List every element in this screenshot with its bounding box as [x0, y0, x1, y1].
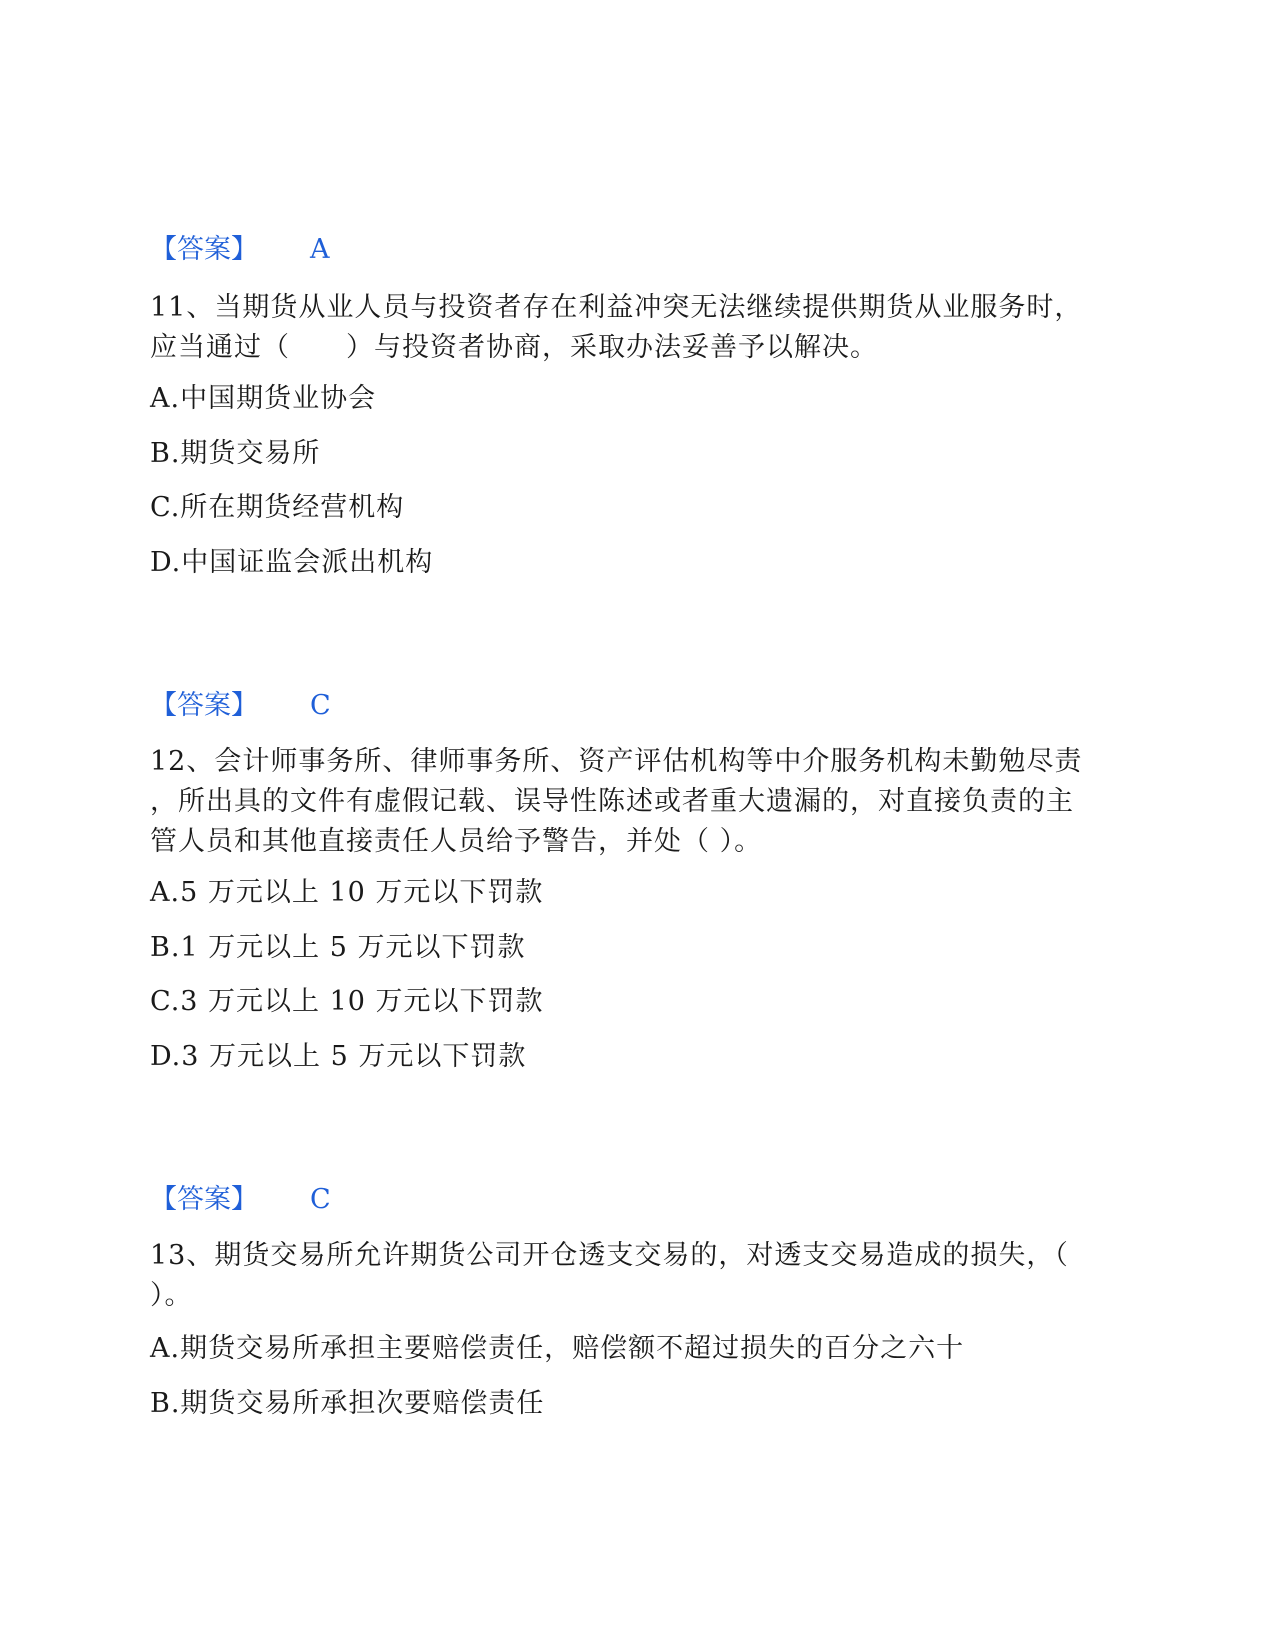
question-line: 管人员和其他直接责任人员给予警告，并处（ ）。: [150, 826, 763, 857]
option-c: C.3 万元以上 10 万元以下罚款: [150, 986, 544, 1017]
option-c: C.所在期货经营机构: [150, 492, 405, 523]
option-b: B.期货交易所: [150, 438, 321, 469]
question-13: [150, 1236, 1130, 1316]
answer-value: A: [310, 234, 330, 265]
answer-value: C: [310, 690, 331, 721]
question-11: [150, 288, 1130, 368]
question-line: 11、当期货从业人员与投资者存在利益冲突无法继续提供期货从业服务时，: [150, 292, 1083, 323]
answer-line: [150, 688, 331, 724]
question-line: ）。: [150, 1280, 193, 1311]
option-b: B.1 万元以上 5 万元以下罚款: [150, 932, 526, 963]
option-d: D.中国证监会派出机构: [150, 547, 434, 578]
option-d: D.3 万元以上 5 万元以下罚款: [150, 1041, 527, 1072]
option-a: A.5 万元以上 10 万元以下罚款: [150, 877, 544, 908]
option-a: A.期货交易所承担主要赔偿责任，赔偿额不超过损失的百分之六十: [150, 1333, 965, 1364]
answer-label: 【答案】: [150, 1184, 258, 1215]
answer-label: 【答案】: [150, 234, 258, 265]
question-line: 13、期货交易所允许期货公司开仓透支交易的，对透支交易造成的损失，（: [150, 1240, 1069, 1271]
option-a: A.中国期货业协会: [150, 383, 377, 414]
answer-label: 【答案】: [150, 690, 258, 721]
answer-line: [150, 232, 330, 268]
option-b: B.期货交易所承担次要赔偿责任: [150, 1388, 545, 1419]
question-line: 应当通过（ ）与投资者协商，采取办法妥善予以解决。: [150, 332, 878, 363]
answer-line: [150, 1182, 331, 1218]
answer-value: C: [310, 1184, 331, 1215]
question-line: 12、会计师事务所、律师事务所、资产评估机构等中介服务机构未勤勉尽责: [150, 746, 1083, 777]
question-line: ，所出具的文件有虚假记载、误导性陈述或者重大遗漏的，对直接负责的主: [150, 786, 1074, 817]
question-12: [150, 742, 1130, 862]
